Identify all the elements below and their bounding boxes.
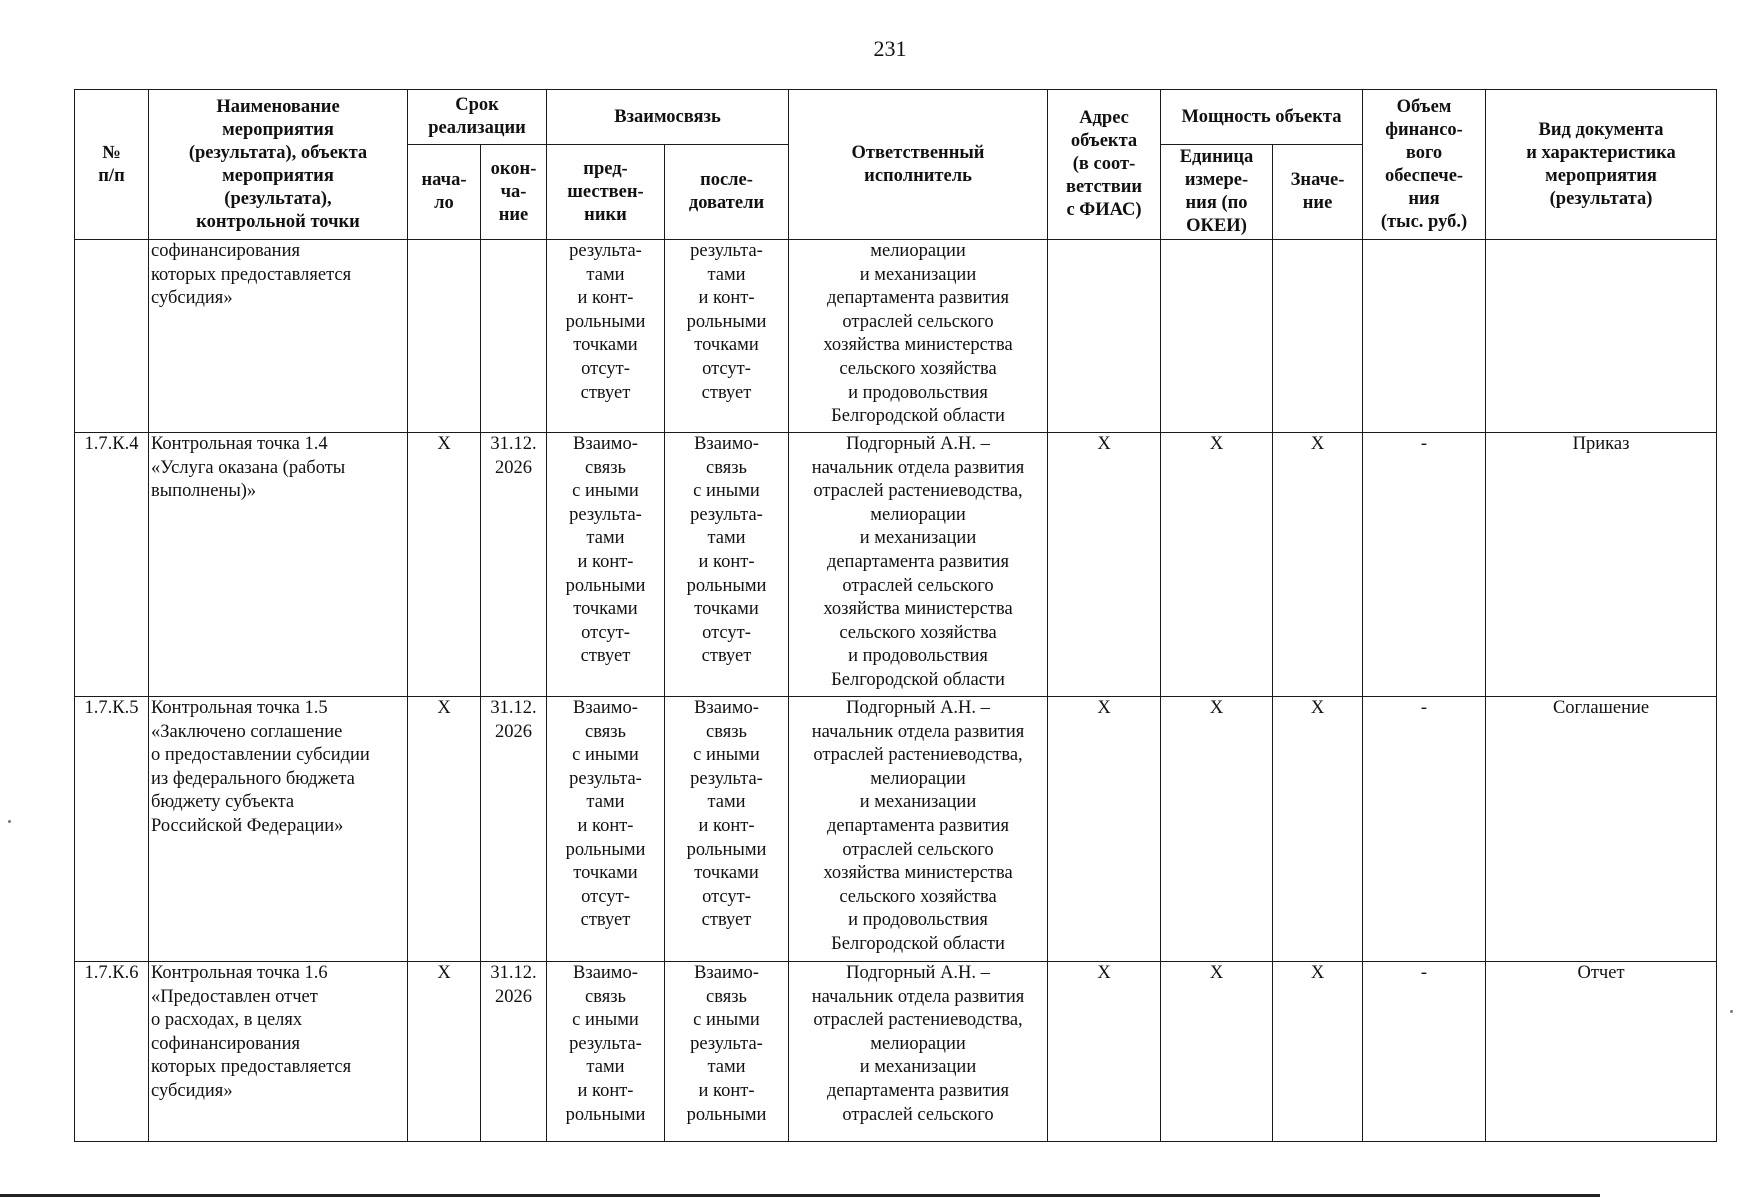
text-line: окон- xyxy=(490,158,537,179)
text-line: 2026 xyxy=(495,721,532,742)
text-line: 31.12. xyxy=(490,698,537,718)
header-link: Взаимосвязь xyxy=(547,90,789,145)
text-line: начальник отдела развития xyxy=(811,986,1025,1007)
document-type-cell xyxy=(1486,240,1717,433)
text-line: и конт- xyxy=(577,1080,634,1101)
text-line: точками xyxy=(694,599,759,620)
header-start xyxy=(408,145,481,240)
text-line: сельского хозяйства xyxy=(839,358,997,379)
text-line: объекта xyxy=(1070,131,1138,151)
text-line: мероприятия xyxy=(222,119,334,140)
text-line: «Заключено соглашение xyxy=(151,721,343,742)
text-line: и механизации xyxy=(859,264,977,285)
text-line: рольными xyxy=(686,575,767,596)
activity-name-cell xyxy=(149,433,408,697)
text-line: шествен- xyxy=(567,181,644,202)
text-line: и конт- xyxy=(577,288,634,309)
text-line: о предоставлении субсидии xyxy=(151,745,370,766)
text-line: выполнены)» xyxy=(151,481,257,502)
text-line: Контрольная точка 1.6 xyxy=(151,963,328,983)
text-line: и конт- xyxy=(577,815,634,836)
start-cell: X xyxy=(408,433,481,697)
predecessors-cell xyxy=(547,697,665,962)
text-line: с иными xyxy=(693,1010,760,1031)
header-unit xyxy=(1161,145,1273,240)
document-type-cell: Соглашение xyxy=(1486,697,1717,962)
text-line: департамента развития xyxy=(826,288,1010,309)
text-line: реализации xyxy=(428,118,526,138)
text-line: ствует xyxy=(701,646,752,667)
text-line: результа- xyxy=(569,1033,642,1054)
text-line: которых предоставляется xyxy=(151,1057,352,1078)
finance-cell: - xyxy=(1363,962,1486,1142)
text-line: начальник отдела развития xyxy=(811,457,1025,478)
text-line: ники xyxy=(584,204,627,225)
address-cell: X xyxy=(1048,697,1161,962)
text-line: (тыс. руб.) xyxy=(1380,211,1468,232)
text-line: п/п xyxy=(98,165,125,186)
header-end xyxy=(481,145,547,240)
text-line: и конт- xyxy=(698,1080,755,1101)
header-name xyxy=(149,90,408,240)
address-cell: X xyxy=(1048,962,1161,1142)
text-line: ствует xyxy=(580,910,631,931)
text-line: бюджету субъекта xyxy=(151,792,295,813)
text-line: 31.12. xyxy=(490,434,537,454)
text-line: (результата), объекта xyxy=(188,142,368,163)
text-line: Белгородской области xyxy=(831,933,1005,954)
text-line: хозяйства министерства xyxy=(823,599,1013,620)
text-line: точками xyxy=(573,863,638,884)
header-address xyxy=(1048,90,1161,240)
text-line: ло xyxy=(434,193,454,213)
text-line: Подгорный А.Н. – xyxy=(846,963,990,983)
value-cell: X xyxy=(1273,433,1363,697)
text-line: «Услуга оказана (работы xyxy=(151,457,346,478)
predecessors-cell xyxy=(547,962,665,1142)
text-line: с иными xyxy=(693,745,760,766)
end-date-cell xyxy=(481,962,547,1142)
text-line: отраслей растениеводства, xyxy=(813,745,1023,766)
text-line: ветствии xyxy=(1065,177,1143,197)
end-date-cell xyxy=(481,697,547,962)
text-line: контрольной точки xyxy=(196,211,360,232)
header-term xyxy=(408,90,547,145)
text-line: пред- xyxy=(583,158,628,179)
activity-name-cell xyxy=(149,962,408,1142)
text-line: нача- xyxy=(421,170,467,190)
text-line: связь xyxy=(585,721,626,742)
text-line: (результата) xyxy=(1549,188,1653,209)
text-line: тами xyxy=(586,1057,625,1078)
text-line: рольными xyxy=(565,575,646,596)
text-line: результа- xyxy=(569,504,642,525)
text-line: Срок xyxy=(455,95,499,115)
text-line: обеспече- xyxy=(1384,165,1464,186)
text-line: Значе- xyxy=(1290,170,1345,190)
text-line: рольными xyxy=(565,839,646,860)
text-line: и конт- xyxy=(577,551,634,572)
text-line: результа- xyxy=(690,1033,763,1054)
scan-speck xyxy=(1730,1010,1733,1013)
text-line: Ответственный xyxy=(851,142,985,163)
row-number-cell: 1.7.К.4 xyxy=(75,433,149,697)
text-line: ния xyxy=(1408,188,1440,209)
text-line: департамента развития xyxy=(826,815,1010,836)
responsible-cell xyxy=(789,433,1048,697)
text-line: Взаимо- xyxy=(573,698,638,718)
text-line: отраслей сельского xyxy=(842,311,994,332)
table-row xyxy=(75,962,1717,1142)
text-line: и продовольствия xyxy=(848,646,988,667)
text-line: софинансирования xyxy=(151,241,300,261)
text-line: о расходах, в целях xyxy=(151,1010,303,1031)
text-line: связь xyxy=(585,986,626,1007)
unit-cell: X xyxy=(1161,962,1273,1142)
activity-plan-table xyxy=(74,89,1717,1142)
text-line: субсидия» xyxy=(151,1080,233,1101)
text-line: Белгородской области xyxy=(831,406,1005,427)
text-line: Взаимо- xyxy=(573,434,638,454)
text-line: рольными xyxy=(686,839,767,860)
text-line: с иными xyxy=(572,745,639,766)
text-line: и характеристика xyxy=(1526,142,1676,163)
text-line: сельского хозяйства xyxy=(839,886,997,907)
text-line: департамента развития xyxy=(826,551,1010,572)
address-cell xyxy=(1048,240,1161,433)
text-line: Вид документа xyxy=(1538,119,1664,140)
text-line: Взаимо- xyxy=(694,698,759,718)
header-num xyxy=(75,90,149,240)
text-line: ние xyxy=(1302,193,1333,213)
text-line: после- xyxy=(700,170,753,190)
text-line: мероприятия xyxy=(1545,165,1657,186)
text-line: отраслей растениеводства, xyxy=(813,1010,1023,1031)
header-finance xyxy=(1363,90,1486,240)
text-line: и конт- xyxy=(698,551,755,572)
successors-cell xyxy=(665,697,789,962)
text-line: ствует xyxy=(701,910,752,931)
text-line: Российской Федерации» xyxy=(151,815,344,836)
text-line: и механизации xyxy=(859,528,977,549)
text-line: мелиорации xyxy=(870,768,966,789)
text-line: отсут- xyxy=(581,622,630,643)
text-line: субсидия» xyxy=(151,288,233,309)
text-line: точками xyxy=(573,335,638,356)
text-line: тами xyxy=(586,528,625,549)
start-cell: X xyxy=(408,962,481,1142)
text-line: ча- xyxy=(500,181,527,202)
text-line: результа- xyxy=(569,768,642,789)
unit-cell xyxy=(1161,240,1273,433)
successors-cell xyxy=(665,433,789,697)
text-line: сельского хозяйства xyxy=(839,622,997,643)
text-line: и механизации xyxy=(859,1057,977,1078)
text-line: (в соот- xyxy=(1072,154,1136,174)
responsible-cell xyxy=(789,240,1048,433)
text-line: ствует xyxy=(580,646,631,667)
responsible-cell xyxy=(789,697,1048,962)
text-line: рольными xyxy=(686,311,767,332)
text-line: ствует xyxy=(580,382,631,403)
text-line: результа- xyxy=(690,241,763,261)
successors-cell xyxy=(665,240,789,433)
start-cell: X xyxy=(408,697,481,962)
text-line: отраслей сельского xyxy=(842,575,994,596)
text-line: рольными xyxy=(565,1104,646,1125)
scan-speck xyxy=(8,820,11,823)
text-line: тами xyxy=(586,264,625,285)
text-line: точками xyxy=(573,599,638,620)
header-value xyxy=(1273,145,1363,240)
text-line: Взаимо- xyxy=(694,963,759,983)
text-line: тами xyxy=(707,264,746,285)
text-line: и конт- xyxy=(698,815,755,836)
table-row xyxy=(75,697,1717,962)
header-capacity: Мощность объекта xyxy=(1161,90,1363,145)
text-line: 2026 xyxy=(495,457,532,478)
text-line: № xyxy=(102,142,121,163)
text-line: ние xyxy=(498,204,529,225)
text-line: хозяйства министерства xyxy=(823,335,1013,356)
text-line: рольными xyxy=(565,311,646,332)
successors-cell xyxy=(665,962,789,1142)
text-line: измере- xyxy=(1184,170,1249,190)
text-line: отсут- xyxy=(702,358,751,379)
text-line: результа- xyxy=(690,768,763,789)
text-line: из федерального бюджета xyxy=(151,768,355,789)
text-line: финансо- xyxy=(1385,119,1463,140)
value-cell: X xyxy=(1273,697,1363,962)
text-line: связь xyxy=(706,721,747,742)
text-line: отраслей сельского xyxy=(842,1104,994,1125)
finance-cell xyxy=(1363,240,1486,433)
end-date-cell xyxy=(481,433,547,697)
text-line: ОКЕИ) xyxy=(1186,216,1247,236)
header-responsible xyxy=(789,90,1048,240)
text-line: начальник отдела развития xyxy=(811,721,1025,742)
header-document xyxy=(1486,90,1717,240)
text-line: которых предоставляется xyxy=(151,264,352,285)
text-line: Подгорный А.Н. – xyxy=(846,434,990,454)
text-line: с ФИАС) xyxy=(1066,200,1142,220)
row-number-cell xyxy=(75,240,149,433)
value-cell xyxy=(1273,240,1363,433)
text-line: вого xyxy=(1405,142,1443,163)
text-line: Наименование xyxy=(216,96,340,117)
text-line: тами xyxy=(707,528,746,549)
text-line: тами xyxy=(707,792,746,813)
end-date-cell xyxy=(481,240,547,433)
text-line: 31.12. xyxy=(490,963,537,983)
predecessors-cell xyxy=(547,433,665,697)
text-line: мелиорации xyxy=(870,1033,966,1054)
text-line: точками xyxy=(694,335,759,356)
text-line: ствует xyxy=(701,382,752,403)
row-number-cell: 1.7.К.5 xyxy=(75,697,149,962)
finance-cell: - xyxy=(1363,433,1486,697)
text-line: Подгорный А.Н. – xyxy=(846,698,990,718)
text-line: рольными xyxy=(686,1104,767,1125)
text-line: отраслей растениеводства, xyxy=(813,481,1023,502)
text-line: хозяйства министерства xyxy=(823,863,1013,884)
text-line: 2026 xyxy=(495,986,532,1007)
text-line: отраслей сельского xyxy=(842,839,994,860)
text-line: отсут- xyxy=(581,886,630,907)
text-line: Белгородской области xyxy=(831,669,1005,690)
text-line: исполнитель xyxy=(864,165,972,186)
text-line: с иными xyxy=(572,481,639,502)
text-line: с иными xyxy=(693,481,760,502)
text-line: Адрес xyxy=(1079,108,1129,128)
finance-cell: - xyxy=(1363,697,1486,962)
text-line: дователи xyxy=(688,193,765,213)
start-cell xyxy=(408,240,481,433)
text-line: отсут- xyxy=(702,622,751,643)
page-number: 231 xyxy=(873,36,907,61)
text-line: софинансирования xyxy=(151,1033,300,1054)
text-line: Контрольная точка 1.4 xyxy=(151,434,328,454)
text-line: Взаимо- xyxy=(573,963,638,983)
responsible-cell xyxy=(789,962,1048,1142)
text-line: результа- xyxy=(569,241,642,261)
unit-cell: X xyxy=(1161,697,1273,962)
unit-cell: X xyxy=(1161,433,1273,697)
text-line: Контрольная точка 1.5 xyxy=(151,698,328,718)
activity-name-cell xyxy=(149,240,408,433)
text-line: «Предоставлен отчет xyxy=(151,986,318,1007)
text-line: связь xyxy=(706,986,747,1007)
text-line: мелиорации xyxy=(870,504,966,525)
activity-name-cell xyxy=(149,697,408,962)
text-line: Объем xyxy=(1396,96,1452,117)
address-cell: X xyxy=(1048,433,1161,697)
predecessors-cell xyxy=(547,240,665,433)
document-type-cell: Отчет xyxy=(1486,962,1717,1142)
row-number-cell: 1.7.К.6 xyxy=(75,962,149,1142)
text-line: департамента развития xyxy=(826,1080,1010,1101)
text-line: отсут- xyxy=(702,886,751,907)
text-line: с иными xyxy=(572,1010,639,1031)
text-line: и продовольствия xyxy=(848,910,988,931)
text-line: мелиорации xyxy=(870,241,966,261)
text-line: (результата), xyxy=(224,188,332,209)
text-line: тами xyxy=(707,1057,746,1078)
text-line: результа- xyxy=(690,504,763,525)
text-line: Взаимо- xyxy=(694,434,759,454)
header-successors xyxy=(665,145,789,240)
text-line: мероприятия xyxy=(222,165,334,186)
text-line: связь xyxy=(706,457,747,478)
text-line: тами xyxy=(586,792,625,813)
text-line: и механизации xyxy=(859,792,977,813)
table-row xyxy=(75,433,1717,697)
text-line: точками xyxy=(694,863,759,884)
text-line: и конт- xyxy=(698,288,755,309)
document-type-cell: Приказ xyxy=(1486,433,1717,697)
scan-edge-line xyxy=(0,1194,1600,1197)
text-line: отсут- xyxy=(581,358,630,379)
text-line: и продовольствия xyxy=(848,382,988,403)
header-predecessors xyxy=(547,145,665,240)
table-row xyxy=(75,240,1717,433)
text-line: Единица xyxy=(1179,147,1254,167)
value-cell: X xyxy=(1273,962,1363,1142)
text-line: ния (по xyxy=(1185,193,1248,213)
text-line: связь xyxy=(585,457,626,478)
